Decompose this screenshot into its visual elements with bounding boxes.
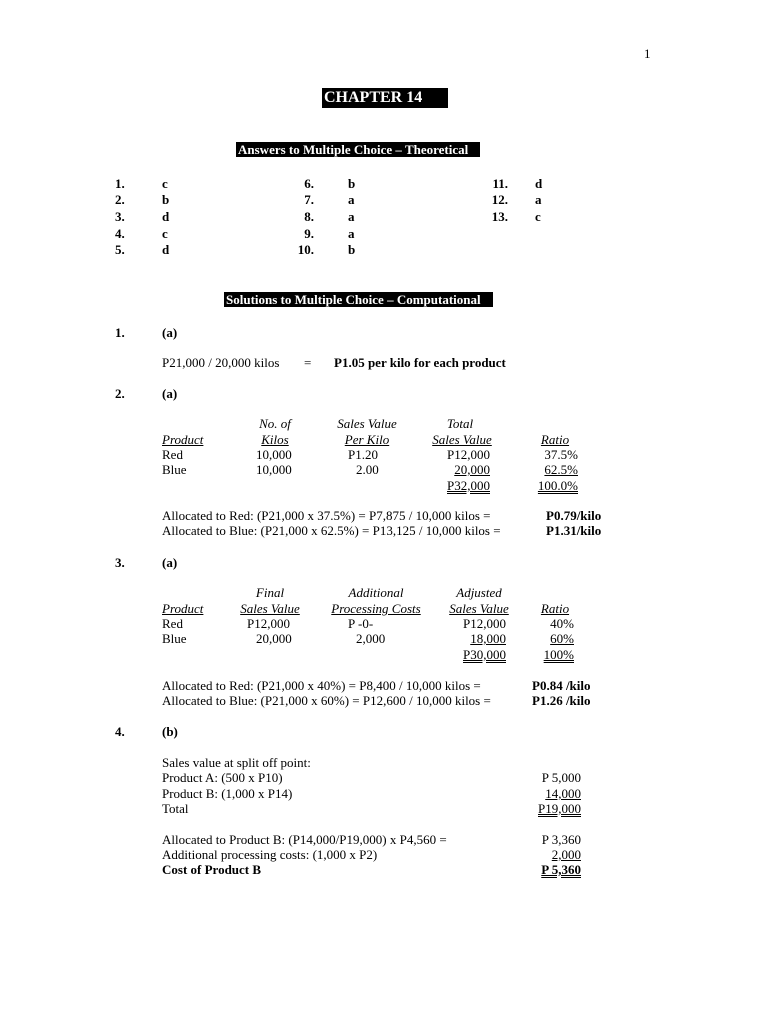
col-header: Per Kilo — [344, 432, 390, 447]
table-cell: 10,000 — [256, 447, 292, 462]
additional-costs-value: 2,000 — [551, 847, 581, 862]
line-value: P19,000 — [538, 801, 581, 816]
allocation-blue: Allocated to Blue: (P21,000 x 60%) = P12,600 / 10,000 kilos = — [162, 693, 491, 708]
answer-number: 12. — [491, 192, 508, 207]
table-cell: Blue — [162, 631, 187, 646]
table-cell: 2.00 — [356, 462, 379, 477]
answer-letter: c — [535, 209, 541, 224]
table-cell: P12,000 — [447, 447, 490, 462]
question-number: 1. — [115, 325, 125, 340]
line-label: Product B: (1,000 x P14) — [162, 786, 293, 801]
table-cell: Red — [162, 616, 183, 631]
table-cell: P12,000 — [463, 616, 506, 631]
split-off-title: Sales value at split off point: — [162, 755, 311, 770]
line-label: Product A: (500 x P10) — [162, 770, 283, 785]
col-header: Additional — [348, 585, 404, 600]
answer-letter: d — [162, 242, 170, 257]
answer-number: 4. — [115, 226, 125, 241]
table-cell: P -0- — [348, 616, 374, 631]
answer-letter: b — [348, 176, 356, 191]
col-header: Ratio — [540, 432, 570, 447]
col-header: Sales Value — [240, 601, 300, 616]
additional-costs-label: Additional processing costs: (1,000 x P2) — [162, 847, 378, 862]
question-answer: (a) — [162, 555, 178, 570]
answer-letter: d — [535, 176, 543, 191]
table-cell: 2,000 — [356, 631, 386, 646]
question-number: 4. — [115, 724, 125, 739]
allocation-red: Allocated to Red: (P21,000 x 40%) = P8,400 / 10,000 kilos = — [162, 678, 481, 693]
line-label: Total — [162, 801, 189, 816]
question-number: 3. — [115, 555, 125, 570]
allocation-red-result: P0.84 /kilo — [532, 678, 591, 693]
table-cell: 62.5% — [544, 462, 578, 477]
table-cell: P12,000 — [247, 616, 290, 631]
answer-number: 6. — [304, 176, 314, 191]
answer-letter: c — [162, 226, 168, 241]
table-cell: 37.5% — [544, 447, 578, 462]
page-number: 1 — [644, 46, 651, 61]
allocation-value: P 3,360 — [541, 832, 581, 847]
answer-number: 5. — [115, 242, 125, 257]
table-total: P30,000 — [463, 647, 506, 662]
answer-number: 13. — [491, 209, 508, 224]
col-header: Kilos — [261, 432, 289, 447]
answer-number: 1. — [115, 176, 125, 191]
question-answer: (a) — [162, 386, 178, 401]
answer-number: 11. — [492, 176, 508, 191]
col-header: Sales Value — [449, 601, 509, 616]
answer-letter: a — [535, 192, 542, 207]
answer-letter: b — [348, 242, 356, 257]
cost-value: P 5,360 — [541, 862, 581, 877]
col-header: Processing Costs — [331, 601, 421, 616]
cost-label: Cost of Product B — [162, 862, 262, 877]
col-header: Product — [162, 601, 204, 616]
table-total: 100.0% — [537, 478, 578, 493]
table-cell: Red — [162, 447, 183, 462]
allocation-label: Allocated to Product B: (P14,000/P19,000) x P4,560 = — [162, 832, 447, 847]
answer-letter: c — [162, 176, 168, 191]
table-cell: 40% — [550, 616, 574, 631]
allocation-red-result: P0.79/kilo — [546, 508, 602, 523]
answer-letter: a — [348, 209, 355, 224]
table-cell: 10,000 — [256, 462, 292, 477]
allocation-blue: Allocated to Blue: (P21,000 x 62.5%) = P13,125 / 10,000 kilos = — [162, 523, 501, 538]
table-cell: 18,000 — [470, 631, 506, 646]
answer-letter: a — [348, 226, 355, 241]
col-header: Sales Value — [337, 416, 397, 431]
col-header: Final — [255, 585, 285, 600]
line-value: P 5,000 — [541, 770, 581, 785]
answer-number: 3. — [115, 209, 125, 224]
q1-calculation: P21,000 / 20,000 kilos — [162, 355, 280, 370]
table-cell: 60% — [550, 631, 574, 646]
answer-number: 9. — [304, 226, 314, 241]
answer-letter: a — [348, 192, 355, 207]
table-cell: Blue — [162, 462, 187, 477]
table-total: P32,000 — [447, 478, 490, 493]
section-theoretical-title: Answers to Multiple Choice – Theoretical — [236, 142, 480, 157]
allocation-blue-result: P1.26 /kilo — [532, 693, 591, 708]
allocation-blue-result: P1.31/kilo — [546, 523, 602, 538]
answer-letter: d — [162, 209, 170, 224]
question-answer: (a) — [162, 325, 178, 340]
answer-number: 10. — [297, 242, 314, 257]
q1-equals: = — [304, 355, 312, 370]
col-header: Adjusted — [456, 585, 502, 600]
col-header: Product — [162, 432, 204, 447]
col-header: Sales Value — [432, 432, 492, 447]
table-cell: 20,000 — [256, 631, 292, 646]
table-cell: P1.20 — [348, 447, 378, 462]
col-header: Total — [446, 416, 474, 431]
answer-number: 7. — [304, 192, 314, 207]
section-computational-title: Solutions to Multiple Choice – Computational — [224, 292, 493, 307]
col-header: Ratio — [540, 601, 570, 616]
col-header: No. of — [259, 416, 291, 431]
line-value: 14,000 — [545, 786, 581, 801]
allocation-red: Allocated to Red: (P21,000 x 37.5%) = P7,875 / 10,000 kilos = — [162, 508, 491, 523]
q1-result: P1.05 per kilo for each product — [334, 355, 506, 370]
table-cell: 20,000 — [454, 462, 490, 477]
chapter-title: CHAPTER 14 — [322, 88, 448, 108]
question-number: 2. — [115, 386, 125, 401]
answer-number: 2. — [115, 192, 125, 207]
table-total: 100% — [543, 647, 574, 662]
answer-number: 8. — [304, 209, 314, 224]
answer-letter: b — [162, 192, 170, 207]
question-answer: (b) — [162, 724, 178, 739]
